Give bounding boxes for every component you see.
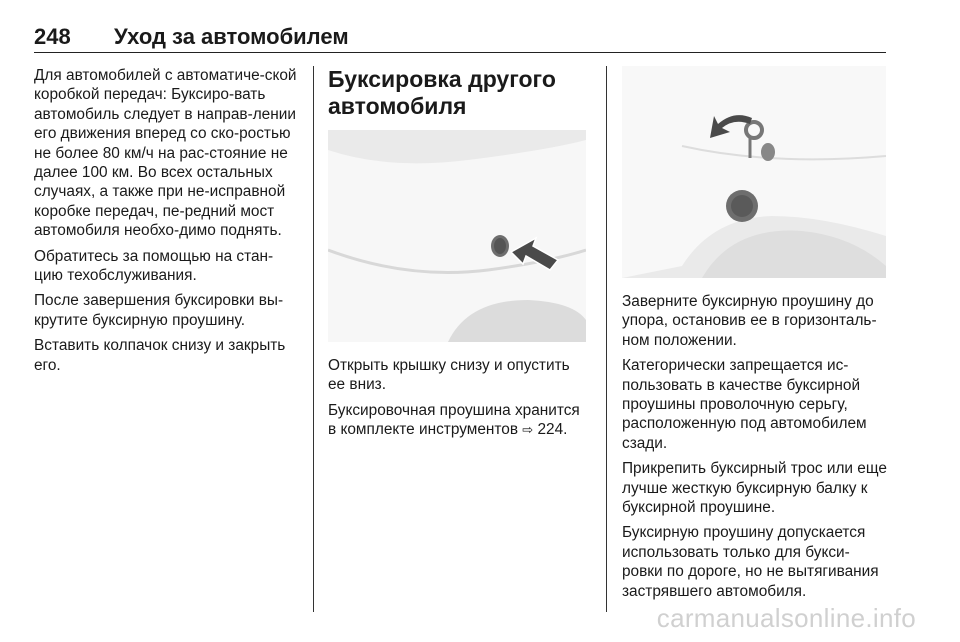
page-number: 248 [34,24,71,49]
paragraph-attach-rope: Прикрепить буксирный трос или еще лучше жесткую буксирную балку к буксирной проушине. [622,460,887,517]
paragraph-automatic-gearbox: Для автомобилей с автоматиче-ской коробкой передач: Буксиро-вать автомобиль следует в направ-лении его движения вперед со ско-ростью не более 80 км/ч на рас-стояние не далее 100 км. Во всех остальных случаях, а также при не-исправной коробке передач, пе-редний мост автомобиля необхо-димо поднять. [34,67,297,240]
paragraph-insert-cap: Вставить колпачок снизу и закрыть его. [34,337,286,374]
paragraph-unscrew-eye: После завершения буксировки вы-крутите буксирную проушину. [34,292,284,329]
watermark: carmanualsonline.info [656,603,916,633]
column-divider-1 [313,66,314,612]
page-header [34,24,886,53]
paragraph-screw-eye: Заверните буксирную проушину до упора, остановив ее в горизонталь-ном положении. [622,293,877,349]
column-left [34,66,302,381]
column-middle [328,66,586,447]
paragraph-service-station: Обратитесь за помощью на стан-цию техобслуживания. [34,247,274,285]
column-right [622,292,888,607]
section-title-towing-other: Буксировка другого автомобиля [328,66,556,119]
page-title: Уход за автомобилем [114,24,349,49]
column-divider-2 [606,66,607,612]
page-reference-arrow-icon: ⇨ [522,423,534,439]
towing-eye-screw-illustration [622,66,886,278]
paragraph-road-only: Буксирную проушину допускается использовать только для букси-ровки по дороге, но не вытягивания застрявшего автомобиля. [622,524,879,600]
paragraph-eye-storage [328,401,586,441]
paragraph-open-cover: Открыть крышку снизу и опустить ее вниз. [328,357,570,394]
rear-bumper-cover-illustration [328,130,586,342]
eye-storage-text: Буксировочная проушина хранится в комплекте инструментов [328,401,580,439]
paragraph-wire-prohibition: Категорически запрещается ис-пользовать в качестве буксирной проушины проволочную серьгу, расположенную под автомобилем сзади. [622,357,867,452]
page-reference-link[interactable]: 224. [537,421,568,439]
